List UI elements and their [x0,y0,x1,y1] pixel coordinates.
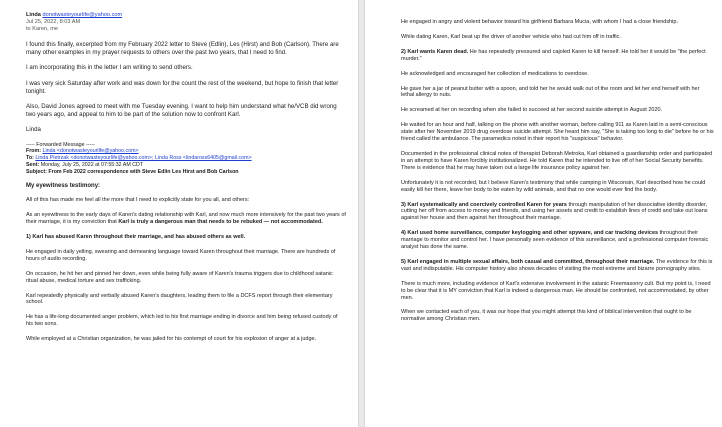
letter-paragraph: Documented in the professional clinical notes of therapist Deborah Metroka, Karl obtained a guardianship order and participated in an attempt to have Karen forcibly institutionalized. He told Karen that he intended to live off of her Social Security benefits. There is evidence that he may have taken out a large life insurance policy against her. [401,150,713,171]
letter-paragraph: When we contacted each of you, it was our hope that you might attempt this kind of biblical intervention that ought to be normative among Christian men. [401,309,692,323]
letter-paragraph: He acknowledged and encouraged her collection of medications to overdose. [401,70,589,77]
letter-paragraph: He engaged in daily yelling, swearing and demeaning language toward Karen throughout their marriage. There are hundreds of hours of audio recording. [26,248,336,262]
letter-paragraph: He engaged in angry and violent behavior toward his girlfriend Barbara Mucia, with whom I had a close friendship. [401,19,678,25]
email-paragraph: I found this finally, excerpted from my February 2022 letter to Steve (Edlin), Les (Hirst) and Bob (Carlson). There are many other examples in my prayer requests to others over the past two years, that I need to find. [26,41,339,56]
sent-label: Sent: [26,161,40,168]
email-paragraph: Also, David Jones agreed to meet with me Tuesday evening. I want to help him understand what he/VCB did wrong two years ago, and appeal to him to be part of the solution now to confront Karl. [26,103,337,118]
letter-paragraph: He screamed at her on recording when she failed to succeed at her second suicide attempt in August 2020. [401,107,663,114]
letter-paragraph [401,259,714,273]
letter-paragraph [26,212,346,226]
letter-right-body [401,19,714,323]
right-page [364,0,722,427]
left-page [0,0,359,427]
forwarded-message-block [26,142,346,176]
testimony-heading: My eyewitness testimony: [26,183,101,190]
email-date: Jul 25, 2022, 8:03 AM [26,19,81,25]
letter-point-heading: 2) Karl wants Karen dead. [401,48,469,55]
forward-from[interactable]: Linda <donotwasteyourlife@yahoo.com> [42,148,139,155]
letter-paragraph [401,230,714,251]
letter-point-heading: 1) Karl has abused Karen throughout their marriage, and has abused others as well. [26,233,246,240]
letter-paragraph [401,202,714,223]
email-paragraph: I was very sick Saturday after work and was down for the count the rest of the weekend, but hope to finish that letter tonight. [26,79,339,95]
sender-email-link[interactable]: donotwasteyourlife@yahoo.com [42,12,123,18]
letter-text: through manipulation of her dissociative identity disorder, cutting her off from access to money and friends, and using her assets and credit to establish lines of credit and take out loans against her house and then against her throughout their marriage. [401,201,708,222]
letter-text: The evidence for this is vast and indisputable. His computer history also shows decades of visiting the most extreme and bizarre pornography sites. [401,258,713,272]
letter-paragraph: On occasion, he hit her and pinned her down, even while being fully aware of Karen's trauma triggers due to childhood satanic ritual abuse, medical torture and sex trafficking. [26,270,333,284]
letter-bold-text: Karl is truly a dangerous man that needs to be rebuked — not accommodated. [118,219,323,226]
email-header [26,12,346,33]
letter-text: throughout their marriage to monitor and control her. I have personally seen evidence of this surveillance, and a professional computer forensic analyst has done the same. [401,230,709,251]
forward-sent: Monday, July 25, 2022 at 07:55:32 AM CDT [40,161,144,168]
from-label: From: [26,148,42,155]
letter-paragraph: All of this has made me feel all the more that I need to explicitly state for you all, and others: [26,197,250,204]
letter-paragraph: Unfortunately it is not recorded, but I believe Karen's testimony that while camping in Wisconsin, Karl described how he could easily kill her there, leave her body to be eaten by wild animals, and that no one would ever find the body. [401,179,706,193]
forward-divider: ----- Forwarded Message ----- [26,141,95,148]
email-paragraph: I am incorporating this in the letter I am writing to send others. [26,64,193,72]
sender-name: Linda [26,12,41,18]
letter-paragraph: There is much more, including evidence of Karl's extensive involvement in the satanic Freemasonry cult. But my point is, I need to be clear that it is MY conviction that Karl is indeed a dangerous man. He should be confronted, not accommodated, by other men. [401,280,711,301]
subject-label: Subject: [26,168,47,175]
letter-paragraph: Karl repeatedly physically and verbally abused Karen's daughters, leading them to file a DCFS report through their elementary school. [26,292,333,306]
email-signoff: Linda [26,126,41,134]
letter-paragraph: He gave her a jar of peanut butter with a spoon, and told her he would walk out of the room and let her end herself with her lethal allergy to nuts. [401,85,700,99]
letter-point-heading: 5) Karl engaged in multiple sexual affairs, both casual and committed, throughout their marriage. [401,258,655,265]
letter-left-body [26,197,346,343]
email-recipients[interactable]: to Karen, me [26,26,59,32]
letter-text: He has repeatedly pressured and cajoled Karen to kill herself. He told her it would be "the perfect murder." [401,48,706,62]
letter-text: As an eyewitness to the early days of Karen's dating relationship with Karl, and now much more intensively for the past two years of their marriage, it is my conviction that [26,212,346,226]
forward-subject: From Feb 2022 correspondence with Steve Edlin Les Hirst and Bob Carlson [48,168,239,175]
letter-point-heading: 4) Karl used home surveillance, computer keylogging and other spyware, and car tracking devices [401,230,659,237]
letter-paragraph: While employed at a Christian organization, he was jailed for his contempt of court for his explosion of anger at a judge. [26,336,317,343]
letter-paragraph [401,49,714,63]
letter-paragraph: He has a life-long documented anger problem, which led to his first marriage ending in divorce and him being refused custody of his two sons. [26,314,338,328]
letter-paragraph: While dating Karen, Karl beat up the driver of another vehicle who had cut him off in traffic. [401,33,621,40]
forward-to[interactable]: Linda Pietrzak <donotwasteyourlife@yahoo.com>; Linda Ross <lindaross6405@gmail.com> [35,155,252,162]
to-label: To: [26,155,34,162]
email-body [26,41,346,134]
letter-paragraph: He waited for an hour and half, talking on the phone with another woman, before calling 911 as Karen laid in a semi-conscious state after her November 2019 drug overdose suicide attempt. She heard him say, "She is taking too long to die" before he or his friend called the ambulance. The paramedics noted in their report his "suspicious" behavior. [401,122,714,143]
letter-point-heading: 3) Karl systematically and coercively controlled Karen for years [401,201,567,208]
